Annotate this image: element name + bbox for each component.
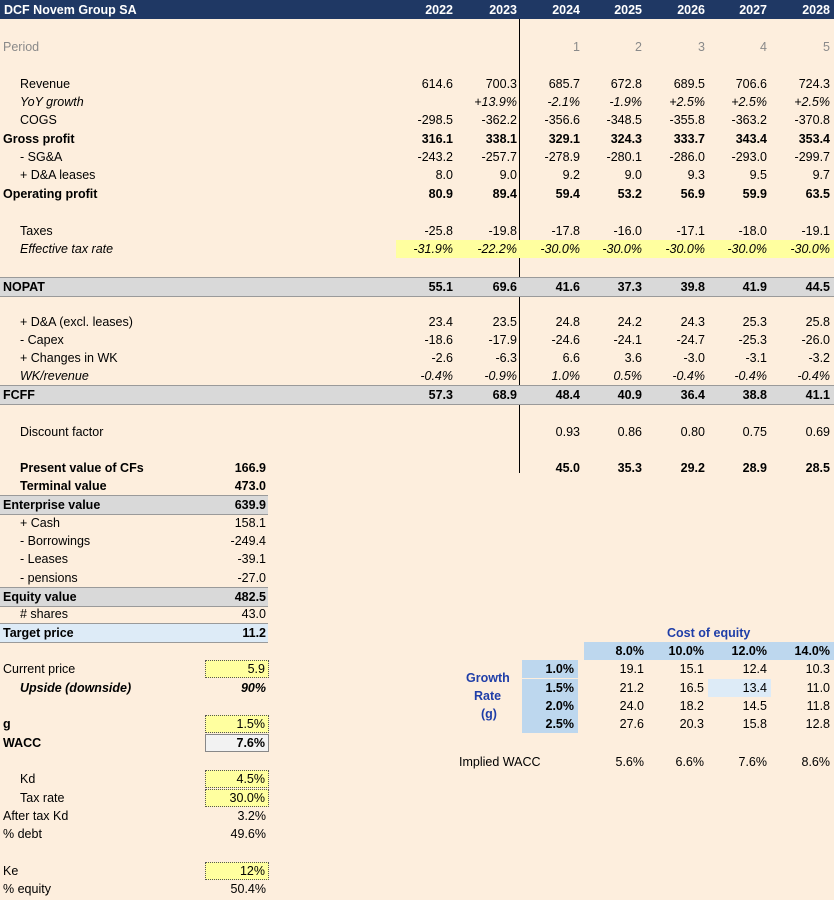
sens-cell: 10.3 — [805, 662, 830, 676]
kd-row: Kd 4.5% — [0, 770, 270, 788]
sens-col-header: 12.0% — [708, 642, 771, 660]
value-cell: -257.7 — [481, 150, 517, 164]
ke-row: Ke 12% — [0, 862, 270, 880]
value-cell: -25.8 — [424, 224, 453, 238]
implied-wacc-cell: 5.6% — [615, 755, 644, 769]
row-label: Taxes — [20, 224, 53, 238]
value-cell: 56.9 — [680, 187, 705, 201]
debt-pct-row: % debt 49.6% — [3, 827, 266, 841]
value-cell: -0.4% — [797, 369, 830, 383]
value-cell: 338.1 — [485, 132, 517, 146]
value-cell: 9.7 — [812, 168, 830, 182]
sens-row-header: 2.5% — [522, 715, 578, 733]
period-cell: 4 — [760, 40, 767, 54]
value-cell: 69.6 — [492, 280, 517, 294]
sens-cell: 16.5 — [679, 681, 704, 695]
value-cell: 329.1 — [548, 132, 580, 146]
capex-row — [0, 331, 834, 349]
sens-cell: 11.8 — [806, 699, 830, 713]
sens-cell: 27.6 — [619, 717, 644, 731]
sens-col-header: 10.0% — [648, 642, 708, 660]
row-label: Discount factor — [20, 425, 104, 439]
year-header: 2027 — [739, 3, 767, 17]
value-cell: -243.2 — [417, 150, 453, 164]
current-price-input[interactable]: 5.9 — [205, 660, 269, 678]
enterprise-value-row: Enterprise value 639.9 — [0, 495, 268, 515]
cost-of-equity-title: Cost of equity — [667, 626, 751, 640]
value-cell: -31.9% — [413, 242, 453, 256]
sens-cell: 12.4 — [742, 662, 767, 676]
value-cell: -0.9% — [484, 369, 517, 383]
value-cell: -299.7 — [794, 150, 830, 164]
value-cell: -25.3 — [738, 333, 767, 347]
value-cell: 28.5 — [805, 461, 830, 475]
after-tax-kd-row: After tax Kd 3.2% — [3, 809, 266, 823]
value-cell: -30.0% — [602, 242, 642, 256]
sens-row-header: 2.0% — [522, 697, 578, 715]
value-cell: 0.80 — [680, 425, 705, 439]
nopat-row — [0, 277, 834, 297]
value-cell: 9.0 — [499, 168, 517, 182]
value-cell: -1.9% — [609, 95, 642, 109]
value-cell: -348.5 — [606, 113, 642, 127]
value-cell: -286.0 — [669, 150, 705, 164]
da-leases-row — [0, 166, 834, 184]
value-cell: 45.0 — [555, 461, 580, 475]
value-cell: 89.4 — [492, 187, 517, 201]
value-cell: -293.0 — [731, 150, 767, 164]
value-cell: 55.1 — [428, 280, 453, 294]
value-cell: 324.3 — [610, 132, 642, 146]
equity-value-row: Equity value 482.5 — [0, 587, 268, 607]
value-cell: 0.5% — [613, 369, 642, 383]
value-cell: +2.5% — [794, 95, 830, 109]
value-cell: 614.6 — [421, 77, 453, 91]
sens-cell: 13.4 — [708, 679, 771, 697]
value-cell: 25.8 — [805, 315, 830, 329]
year-header: 2024 — [552, 3, 580, 17]
value-cell: -3.1 — [745, 351, 767, 365]
value-cell: -17.8 — [551, 224, 580, 238]
borrowings-row: - Borrowings -249.4 — [20, 534, 266, 548]
value-cell: -0.4% — [672, 369, 705, 383]
value-cell: 9.0 — [624, 168, 642, 182]
equity-pct-row: % equity 50.4% — [3, 882, 266, 896]
etr-row — [0, 240, 834, 258]
value-cell: -18.6 — [424, 333, 453, 347]
value-cell: -24.7 — [676, 333, 705, 347]
g-row: g 1.5% — [0, 715, 270, 733]
value-cell: 24.3 — [680, 315, 705, 329]
year-header: 2026 — [677, 3, 705, 17]
row-label: FCFF — [3, 388, 35, 402]
year-header: 2022 — [425, 3, 453, 17]
value-cell: -370.8 — [794, 113, 830, 127]
sens-row-header: 1.5% — [522, 679, 578, 697]
value-cell: -16.0 — [613, 224, 642, 238]
value-cell: -30.0% — [790, 242, 830, 256]
value-cell: -362.2 — [481, 113, 517, 127]
current-price-row: Current price 5.9 — [0, 660, 270, 678]
value-cell: 41.6 — [555, 280, 580, 294]
value-cell: -3.2 — [808, 351, 830, 365]
row-label: + D&A (excl. leases) — [20, 315, 133, 329]
value-cell: 53.2 — [617, 187, 642, 201]
value-cell: -6.3 — [495, 351, 517, 365]
value-cell: 36.4 — [680, 388, 705, 402]
value-cell: -24.1 — [613, 333, 642, 347]
implied-wacc-cell: 7.6% — [738, 755, 767, 769]
sens-cell: 18.2 — [679, 699, 704, 713]
row-label: NOPAT — [3, 280, 45, 294]
sga-row — [0, 148, 834, 166]
value-cell: -356.6 — [544, 113, 580, 127]
growth-rate-title: Growth — [466, 671, 510, 685]
value-cell: 1.0% — [551, 369, 580, 383]
value-cell: 80.9 — [428, 187, 453, 201]
value-cell: -363.2 — [731, 113, 767, 127]
row-label: YoY growth — [20, 95, 84, 109]
value-cell: 23.4 — [428, 315, 453, 329]
value-cell: -0.4% — [420, 369, 453, 383]
implied-wacc-cell: 6.6% — [675, 755, 704, 769]
wkrev-row — [0, 367, 834, 385]
row-label: Effective tax rate — [20, 242, 114, 256]
value-cell: 41.9 — [742, 280, 767, 294]
value-cell: 24.8 — [555, 315, 580, 329]
value-cell: 38.8 — [742, 388, 767, 402]
value-cell: 44.5 — [805, 280, 830, 294]
pensions-row: - pensions -27.0 — [20, 571, 266, 585]
wacc-row: WACC 7.6% — [0, 734, 270, 752]
value-cell: 37.3 — [617, 280, 642, 294]
sens-cell: 19.1 — [619, 662, 644, 676]
value-cell: -30.0% — [540, 242, 580, 256]
value-cell: -0.4% — [734, 369, 767, 383]
value-cell: 9.2 — [562, 168, 580, 182]
value-cell: 672.8 — [610, 77, 642, 91]
sens-cell: 24.0 — [619, 699, 644, 713]
value-cell: 25.3 — [742, 315, 767, 329]
growth-rate-title: Rate — [474, 689, 502, 703]
tax-rate-row: Tax rate 30.0% — [0, 789, 270, 807]
value-cell: -18.0 — [738, 224, 767, 238]
model-title: DCF Novem Group SA — [4, 3, 137, 17]
da-row — [0, 313, 834, 331]
target-price-row: Target price 11.2 — [0, 623, 268, 643]
value-cell: -3.0 — [683, 351, 705, 365]
row-label: + Changes in WK — [20, 351, 118, 365]
row-label: Operating profit — [3, 187, 98, 201]
wacc-value: 7.6% — [205, 734, 269, 752]
value-cell: 685.7 — [548, 77, 580, 91]
period-cell: 1 — [573, 40, 580, 54]
row-label: COGS — [20, 113, 57, 127]
value-cell: 0.86 — [617, 425, 642, 439]
value-cell: 0.75 — [742, 425, 767, 439]
value-cell: 8.0 — [435, 168, 453, 182]
value-cell: 316.1 — [421, 132, 453, 146]
period-cell: 2 — [635, 40, 642, 54]
value-cell: 689.5 — [673, 77, 705, 91]
period-cell: 5 — [823, 40, 830, 54]
yoy-row — [0, 93, 834, 111]
value-cell: -17.1 — [676, 224, 705, 238]
value-cell: 9.3 — [687, 168, 705, 182]
value-cell: 41.1 — [805, 388, 830, 402]
year-header: 2028 — [802, 3, 830, 17]
row-label: + D&A leases — [20, 168, 96, 182]
leases-row: - Leases -39.1 — [20, 552, 266, 566]
row-label: WK/revenue — [20, 369, 89, 383]
period-row — [0, 38, 834, 56]
value-cell: 63.5 — [805, 187, 830, 201]
sens-cell: 20.3 — [679, 717, 704, 731]
value-cell: 40.9 — [617, 388, 642, 402]
value-cell: 59.9 — [742, 187, 767, 201]
value-cell: 57.3 — [428, 388, 453, 402]
sens-col-header: 8.0% — [584, 642, 648, 660]
row-label: Present value of CFs — [20, 461, 144, 475]
cash-row: + Cash 158.1 — [20, 516, 266, 530]
taxes-row — [0, 222, 834, 240]
row-label: - SG&A — [20, 150, 63, 164]
revenue-row — [0, 75, 834, 93]
value-cell: 48.4 — [555, 388, 580, 402]
value-cell: -355.8 — [669, 113, 705, 127]
header-bar — [0, 0, 834, 19]
value-cell: 35.3 — [617, 461, 642, 475]
terminal-value-row: Terminal value 473.0 — [20, 479, 266, 493]
value-cell: -2.6 — [431, 351, 453, 365]
value-cell: -2.1% — [547, 95, 580, 109]
implied-wacc-cell: 8.6% — [801, 755, 830, 769]
value-cell: 28.9 — [742, 461, 767, 475]
value-cell: 3.6 — [624, 351, 642, 365]
value-cell: -30.0% — [727, 242, 767, 256]
growth-rate-title: (g) — [481, 707, 497, 721]
kd-input[interactable]: 4.5% — [205, 770, 269, 788]
sens-cell: 14.5 — [742, 699, 767, 713]
ke-input[interactable]: 12% — [205, 862, 269, 880]
period-cell: 3 — [698, 40, 705, 54]
period-label: Period — [3, 40, 40, 54]
value-cell: -278.9 — [544, 150, 580, 164]
value-cell: 343.4 — [735, 132, 767, 146]
value-cell: -280.1 — [606, 150, 642, 164]
pv-row — [0, 459, 834, 477]
sens-row-header: 1.0% — [522, 660, 578, 678]
row-label: - Capex — [20, 333, 64, 347]
year-header: 2023 — [489, 3, 517, 17]
value-cell: 29.2 — [680, 461, 705, 475]
df-row — [0, 423, 834, 441]
gross-row — [0, 130, 834, 148]
value-cell: 0.93 — [555, 425, 580, 439]
value-cell: -24.6 — [551, 333, 580, 347]
value-cell: 333.7 — [673, 132, 705, 146]
op-row — [0, 185, 834, 203]
sens-col-header: 14.0% — [771, 642, 834, 660]
sens-cell: 15.8 — [742, 717, 767, 731]
value-cell: 9.5 — [749, 168, 767, 182]
value-cell: 59.4 — [555, 187, 580, 201]
fcff-row — [0, 385, 834, 405]
row-label: Gross profit — [3, 132, 75, 146]
value-cell: -19.8 — [488, 224, 517, 238]
cogs-row — [0, 111, 834, 129]
upside-row: Upside (downside) 90% — [20, 681, 266, 695]
wk-row — [0, 349, 834, 367]
value-cell: 0.69 — [805, 425, 830, 439]
year-header: 2025 — [614, 3, 642, 17]
value-cell: 706.6 — [735, 77, 767, 91]
tax-rate-input[interactable]: 30.0% — [205, 789, 269, 807]
value-cell: +13.9% — [474, 95, 517, 109]
implied-wacc-label: Implied WACC — [459, 755, 541, 769]
value-cell: -22.2% — [477, 242, 517, 256]
sens-cell: 11.0 — [806, 681, 830, 695]
value-cell: 23.5 — [492, 315, 517, 329]
sens-cell: 21.2 — [619, 681, 644, 695]
value-cell: -298.5 — [417, 113, 453, 127]
sens-cell: 15.1 — [679, 662, 704, 676]
value-cell: 353.4 — [798, 132, 830, 146]
value-cell: -17.9 — [488, 333, 517, 347]
pv-total: 166.9 — [234, 461, 266, 475]
value-cell: 39.8 — [680, 280, 705, 294]
value-cell: -19.1 — [801, 224, 830, 238]
row-label: Revenue — [20, 77, 71, 91]
value-cell: 724.3 — [798, 77, 830, 91]
value-cell: +2.5% — [669, 95, 705, 109]
value-cell: +2.5% — [731, 95, 767, 109]
sens-cell: 12.8 — [805, 717, 830, 731]
value-cell: 6.6 — [562, 351, 580, 365]
value-cell: 700.3 — [485, 77, 517, 91]
g-input[interactable]: 1.5% — [205, 715, 269, 733]
value-cell: 24.2 — [617, 315, 642, 329]
shares-row: # shares 43.0 — [20, 607, 266, 621]
value-cell: -30.0% — [665, 242, 705, 256]
value-cell: 68.9 — [492, 388, 517, 402]
value-cell: -26.0 — [801, 333, 830, 347]
